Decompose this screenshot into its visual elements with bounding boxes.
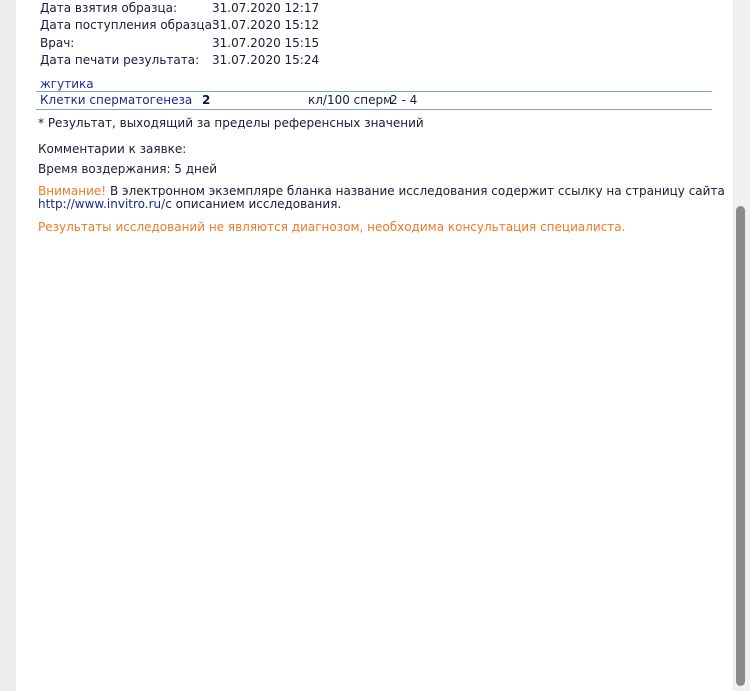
result-row bbox=[40, 93, 712, 109]
info-value: 31.07.2020 12:17 bbox=[212, 1, 320, 15]
disclaimer: Результаты исследований не являются диагнозом, необходима консультация специалиста. bbox=[38, 220, 626, 234]
scrollbar-thumb[interactable] bbox=[736, 206, 745, 686]
section-name: жгутика bbox=[40, 77, 94, 91]
notice-line-1 bbox=[38, 184, 725, 198]
invitro-link[interactable]: http://www.invitro.ru/ bbox=[38, 197, 166, 211]
comments-text: Время воздержания: 5 дней bbox=[38, 162, 218, 176]
result-reference: 2 - 4 bbox=[390, 93, 418, 107]
result-test-name[interactable]: Клетки сперматогенеза bbox=[40, 93, 193, 107]
comments-heading: Комментарии к заявке: bbox=[38, 142, 187, 156]
info-label: Дата печати результата: bbox=[40, 53, 200, 67]
result-unit: кл/100 сперм bbox=[308, 93, 393, 107]
info-label: Дата взятия образца: bbox=[40, 1, 178, 15]
info-label: Врач: bbox=[40, 36, 75, 50]
viewer-margin bbox=[0, 0, 16, 691]
info-value: 31.07.2020 15:15 bbox=[212, 36, 320, 50]
result-divider bbox=[36, 109, 712, 110]
section-divider bbox=[36, 91, 712, 92]
notice-line-2 bbox=[38, 197, 341, 211]
notice-text-end: с описанием исследования. bbox=[165, 197, 342, 211]
info-value: 31.07.2020 15:12 bbox=[212, 18, 320, 32]
attention-label: Внимание! bbox=[38, 184, 107, 198]
footnote: * Результат, выходящий за пределы референсных значений bbox=[38, 116, 424, 130]
info-value: 31.07.2020 15:24 bbox=[212, 53, 320, 67]
notice-text: В электронном экземпляре бланка название исследования содержит ссылку на страницу сайта bbox=[106, 184, 725, 198]
report-page bbox=[16, 0, 733, 691]
info-label: Дата поступления образца: bbox=[40, 18, 216, 32]
result-value: 2 bbox=[202, 93, 211, 107]
